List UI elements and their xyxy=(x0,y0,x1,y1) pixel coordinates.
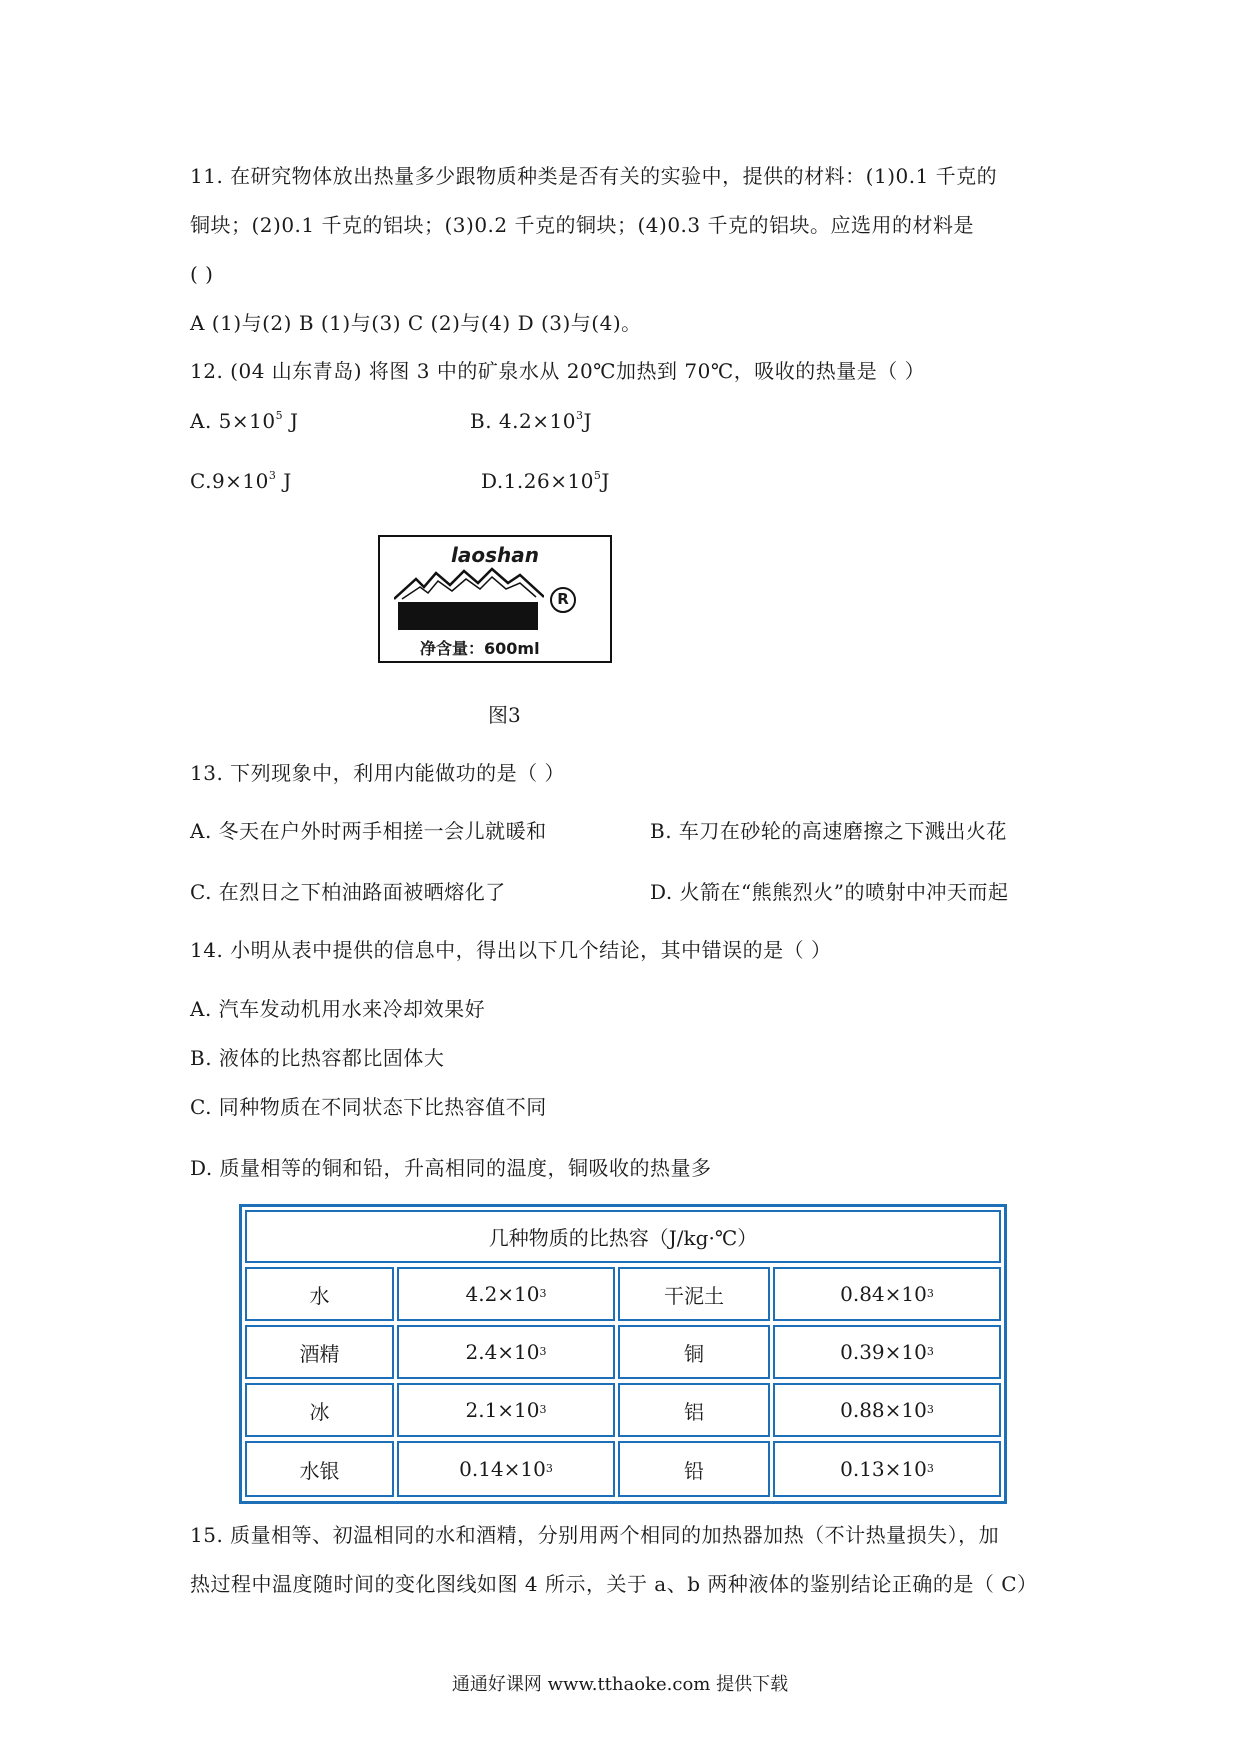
table-cell-value: 0.13×10 3 xyxy=(773,1441,1001,1497)
table-cell-value: 0.14×10 3 xyxy=(397,1441,615,1497)
table-cell-value: 0.39×10 3 xyxy=(773,1325,1001,1379)
q12-stem: 12. (04 山东青岛) 将图 3 中的矿泉水从 20℃加热到 70℃，吸收的热量是（ ） xyxy=(190,359,926,383)
mountain-icon xyxy=(394,567,544,601)
q13-stem: 13. 下列现象中，利用内能做功的是（ ） xyxy=(190,761,566,785)
q14-stem: 14. 小明从表中提供的信息中，得出以下几个结论，其中错误的是（ ） xyxy=(190,938,832,962)
brand-text: laoshan xyxy=(451,543,539,567)
figure-3-caption: 图3 xyxy=(488,703,521,727)
q14-option-b: B. 液体的比热容都比固体大 xyxy=(190,1046,445,1070)
q13-option-d: D. 火箭在“熊熊烈火”的喷射中冲天而起 xyxy=(650,880,1009,904)
q11-line-3: ( ) xyxy=(190,262,214,286)
table-cell-substance: 铜 xyxy=(618,1325,770,1379)
table-cell-substance: 铝 xyxy=(618,1383,770,1437)
q12-option-d: $D.1.26\times 10^5J$ xyxy=(481,469,610,493)
table-cell-substance: 铅 xyxy=(618,1441,770,1497)
table-cell-value: 0.88×10 3 xyxy=(773,1383,1001,1437)
redacted-bar xyxy=(398,602,538,630)
table-cell-value: 0.84×10 3 xyxy=(773,1267,1001,1321)
q13-option-b: B. 车刀在砂轮的高速磨擦之下溅出火花 xyxy=(650,819,1007,843)
registered-mark: R xyxy=(550,587,576,613)
table-cell-substance: 冰 xyxy=(245,1383,394,1437)
q12-option-b: B. $4.2\times 10^3J$ xyxy=(470,409,592,433)
table-title: 几种物质的比热容（J/kg·℃） xyxy=(245,1210,1001,1263)
q12-option-c: $C.9\times 10^3$ J xyxy=(190,469,292,493)
q11-line-2: 铜块；(2)0.1 千克的铝块；(3)0.2 千克的铜块；(4)0.3 千克的铝块。应选用的材料是 xyxy=(190,213,974,237)
q11-options: A (1)与(2) B (1)与(3) C (2)与(4) D (3)与(4)。 xyxy=(190,311,642,335)
q13-option-c: C. 在烈日之下柏油路面被晒熔化了 xyxy=(190,880,506,904)
specific-heat-table xyxy=(239,1204,1007,1504)
table-cell-substance: 干泥土 xyxy=(618,1267,770,1321)
table-cell-value: 4.2×10 3 xyxy=(397,1267,615,1321)
table-cell-value: 2.4×10 3 xyxy=(397,1325,615,1379)
table-cell-substance: 酒精 xyxy=(245,1325,394,1379)
q12-option-a: A. $5\times 10^5$ J xyxy=(190,409,299,433)
q15-line-2: 热过程中温度随时间的变化图线如图 4 所示，关于 a、b 两种液体的鉴别结论正确的是（ C） xyxy=(190,1572,1038,1596)
q15-line-1: 15. 质量相等、初温相同的水和酒精，分别用两个相同的加热器加热（不计热量损失），加 xyxy=(190,1523,1000,1547)
table-cell-value: 2.1×10 3 xyxy=(397,1383,615,1437)
q13-option-a: A. 冬天在户外时两手相搓一会儿就暖和 xyxy=(190,819,547,843)
q14-option-d: D. 质量相等的铜和铅，升高相同的温度，铜吸收的热量多 xyxy=(190,1156,712,1180)
q14-option-c: C. 同种物质在不同状态下比热容值不同 xyxy=(190,1095,547,1119)
q11-line-1: 11. 在研究物体放出热量多少跟物质种类是否有关的实验中，提供的材料：(1)0.1 千克的 xyxy=(190,164,998,188)
net-content-text: 净含量：600ml xyxy=(420,639,540,658)
q14-option-a: A. 汽车发动机用水来冷却效果好 xyxy=(190,997,486,1021)
page-footer: 通通好课网 www.tthaoke.com 提供下载 xyxy=(451,1674,789,1695)
table-cell-substance: 水银 xyxy=(245,1441,394,1497)
figure-3-label xyxy=(378,535,612,663)
table-cell-substance: 水 xyxy=(245,1267,394,1321)
